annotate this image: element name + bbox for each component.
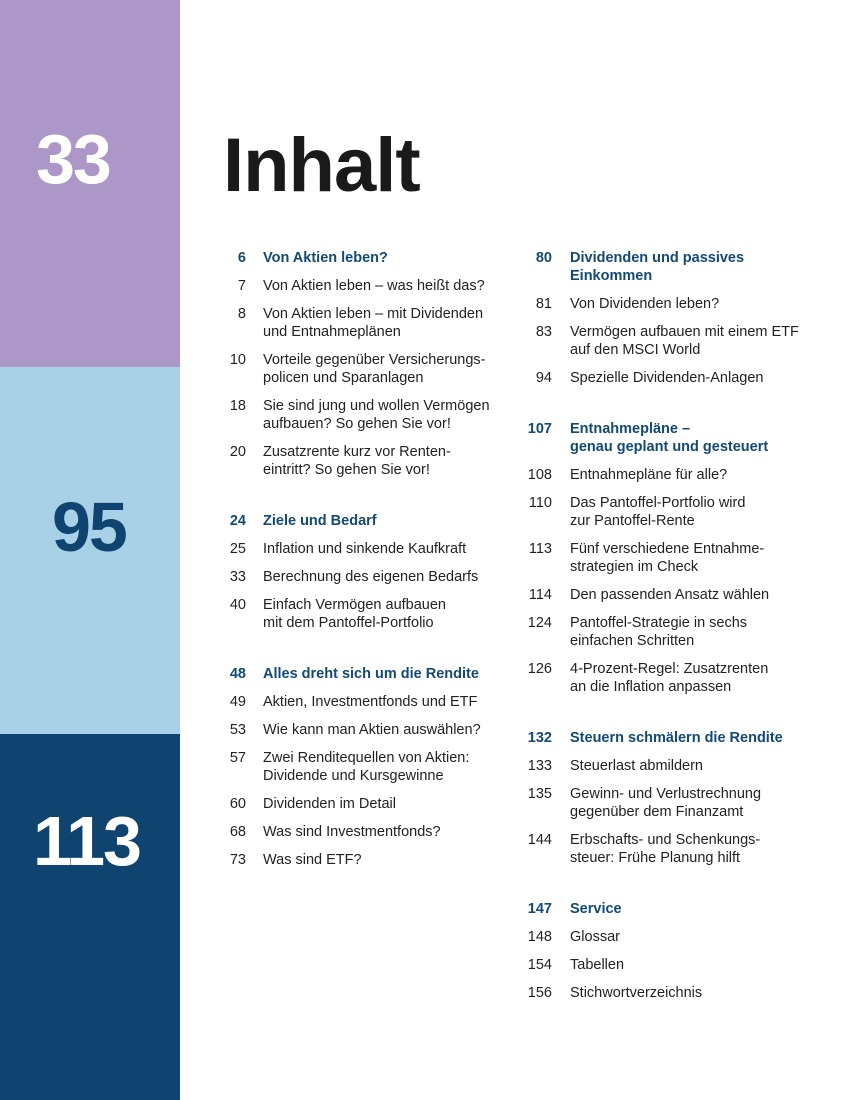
toc-page-number: 135 (527, 786, 552, 802)
toc-entry-title: Entnahmepläne – genau geplant und gesteuert (570, 421, 769, 455)
toc-page-number: 80 (535, 250, 552, 266)
toc-page-number: 40 (229, 597, 246, 613)
toc-entry-title: Inflation und sinkende Kaufkraft (263, 541, 467, 557)
toc-entry-title: Steuerlast abmildern (570, 758, 703, 774)
toc-entry[interactable] (222, 351, 512, 387)
toc-page-number: 147 (527, 901, 552, 917)
toc-left-column (222, 249, 512, 879)
page-title: Inhalt (223, 123, 420, 208)
toc-page-number: 68 (229, 824, 246, 840)
toc-page-number: 10 (229, 352, 246, 368)
toc-entry[interactable] (524, 660, 824, 696)
toc-right-column (524, 249, 824, 1012)
toc-page-number: 53 (229, 722, 246, 738)
toc-entry[interactable] (222, 721, 512, 739)
toc-entry[interactable] (222, 540, 512, 558)
toc-page-number: 108 (527, 467, 552, 483)
toc-entry[interactable] (222, 693, 512, 711)
toc-entry[interactable] (524, 369, 824, 387)
section-gap (524, 706, 824, 729)
toc-entry[interactable] (524, 956, 824, 974)
toc-entry-title: Glossar (570, 929, 620, 945)
toc-entry-title: Pantoffel-Strategie in sechs einfachen Schritten (570, 615, 748, 649)
toc-entry-title: Erbschafts- und Schenkungs- steuer: Frühe Planung hilft (570, 832, 761, 866)
toc-page-number: 126 (527, 661, 552, 677)
toc-entry[interactable] (222, 568, 512, 586)
toc-page-number: 6 (237, 250, 246, 266)
toc-entry-title: Vermögen aufbauen mit einem ETF auf den MSCI World (570, 324, 799, 358)
toc-entry-title: Tabellen (570, 957, 625, 973)
toc-chapter-heading[interactable] (524, 249, 824, 285)
toc-entry[interactable] (222, 277, 512, 295)
toc-entry[interactable] (524, 323, 824, 359)
toc-entry[interactable] (222, 749, 512, 785)
toc-entry[interactable] (524, 831, 824, 867)
toc-entry[interactable] (524, 928, 824, 946)
toc-chapter-heading[interactable] (222, 512, 512, 530)
toc-page-number: 83 (535, 324, 552, 340)
toc-entry-title: Von Dividenden leben? (570, 296, 720, 312)
toc-entry[interactable] (524, 614, 824, 650)
toc-page-number: 94 (535, 370, 552, 386)
toc-entry-title: Fünf verschiedene Entnahme- strategien im Check (570, 541, 765, 575)
toc-entry-title: Von Aktien leben – was heißt das? (263, 278, 485, 294)
toc-entry-title: Von Aktien leben? (263, 250, 388, 266)
toc-entry[interactable] (222, 443, 512, 479)
toc-entry[interactable] (524, 466, 824, 484)
toc-page-number: 148 (527, 929, 552, 945)
toc-page-number: 133 (527, 758, 552, 774)
toc-page-number: 73 (229, 852, 246, 868)
toc-entry-title: Das Pantoffel-Portfolio wird zur Pantoffel-Rente (570, 495, 746, 529)
toc-entry-title: Spezielle Dividenden-Anlagen (570, 370, 764, 386)
toc-entry-title: Wie kann man Aktien auswählen? (263, 722, 481, 738)
toc-entry[interactable] (524, 295, 824, 313)
toc-page-number: 33 (229, 569, 246, 585)
toc-entry-title: Was sind Investmentfonds? (263, 824, 441, 840)
toc-chapter-heading[interactable] (524, 420, 824, 456)
toc-page-number: 107 (527, 421, 552, 437)
toc-entry-title: Stichwortverzeichnis (570, 985, 703, 1001)
toc-page-number: 154 (527, 957, 552, 973)
section-gap (222, 642, 512, 665)
toc-entry-title: Vorteile gegenüber Versicherungs- policen und Sparanlagen (263, 352, 486, 386)
toc-entry[interactable] (222, 823, 512, 841)
section-gap (222, 489, 512, 512)
side-number-2: 95 (52, 488, 126, 566)
toc-entry-title: Von Aktien leben – mit Dividenden und Entnahmeplänen (263, 306, 484, 340)
toc-entry-title: Sie sind jung und wollen Vermögen aufbauen? So gehen Sie vor! (263, 398, 490, 432)
toc-chapter-heading[interactable] (222, 665, 512, 683)
toc-entry-title: Was sind ETF? (263, 852, 362, 868)
side-band-dark-blue (0, 734, 180, 1100)
toc-entry-title: 4-Prozent-Regel: Zusatzrenten an die Inflation anpassen (570, 661, 769, 695)
toc-page-number: 20 (229, 444, 246, 460)
toc-page-number: 144 (527, 832, 552, 848)
toc-entry-title: Service (570, 901, 622, 917)
section-gap (524, 877, 824, 900)
toc-entry[interactable] (524, 785, 824, 821)
toc-page-number: 8 (237, 306, 246, 322)
toc-entry-title: Alles dreht sich um die Rendite (263, 666, 479, 682)
toc-entry-title: Dividenden und passives Einkommen (570, 250, 745, 284)
toc-page-number: 25 (229, 541, 246, 557)
toc-entry-title: Zwei Renditequellen von Aktien: Dividende und Kursgewinne (263, 750, 470, 784)
toc-page-number: 110 (528, 495, 552, 511)
toc-entry[interactable] (524, 494, 824, 530)
toc-entry-title: Steuern schmälern die Rendite (570, 730, 783, 746)
toc-chapter-heading[interactable] (524, 729, 824, 747)
toc-entry-title: Ziele und Bedarf (263, 513, 377, 529)
toc-entry[interactable] (222, 397, 512, 433)
toc-entry[interactable] (524, 757, 824, 775)
toc-entry-title: Gewinn- und Verlustrechnung gegenüber dem Finanzamt (570, 786, 762, 820)
section-gap (524, 397, 824, 420)
toc-page-number: 48 (229, 666, 246, 682)
toc-entry[interactable] (222, 795, 512, 813)
toc-entry[interactable] (222, 305, 512, 341)
toc-page-number: 114 (528, 587, 552, 603)
toc-entry-title: Einfach Vermögen aufbauen mit dem Pantoffel-Portfolio (263, 597, 446, 631)
toc-page-number: 49 (229, 694, 246, 710)
toc-entry[interactable] (524, 540, 824, 576)
toc-page-number: 24 (229, 513, 246, 529)
toc-entry-title: Entnahmepläne für alle? (570, 467, 728, 483)
toc-chapter-heading[interactable] (222, 249, 512, 267)
toc-entry[interactable] (524, 984, 824, 1002)
toc-entry[interactable] (222, 851, 512, 869)
toc-page-number: 60 (229, 796, 246, 812)
toc-entry-title: Aktien, Investmentfonds und ETF (263, 694, 478, 710)
toc-chapter-heading[interactable] (524, 900, 824, 918)
toc-page-number: 124 (527, 615, 552, 631)
toc-page-number: 113 (528, 541, 552, 557)
toc-page-number: 81 (535, 296, 552, 312)
toc-page-number: 18 (229, 398, 246, 414)
toc-page-number: 57 (229, 750, 246, 766)
toc-page-number: 132 (527, 730, 552, 746)
toc-entry-title: Zusatzrente kurz vor Renten- eintritt? So gehen Sie vor! (263, 444, 451, 478)
side-number-1: 33 (36, 120, 110, 198)
toc-page-number: 7 (237, 278, 246, 294)
toc-entry-title: Berechnung des eigenen Bedarfs (263, 569, 479, 585)
toc-entry-title: Dividenden im Detail (263, 796, 396, 812)
toc-entry[interactable] (222, 596, 512, 632)
toc-entry[interactable] (524, 586, 824, 604)
toc-page-number: 156 (527, 985, 552, 1001)
side-number-3: 113 (33, 802, 140, 880)
toc-entry-title: Den passenden Ansatz wählen (570, 587, 770, 603)
